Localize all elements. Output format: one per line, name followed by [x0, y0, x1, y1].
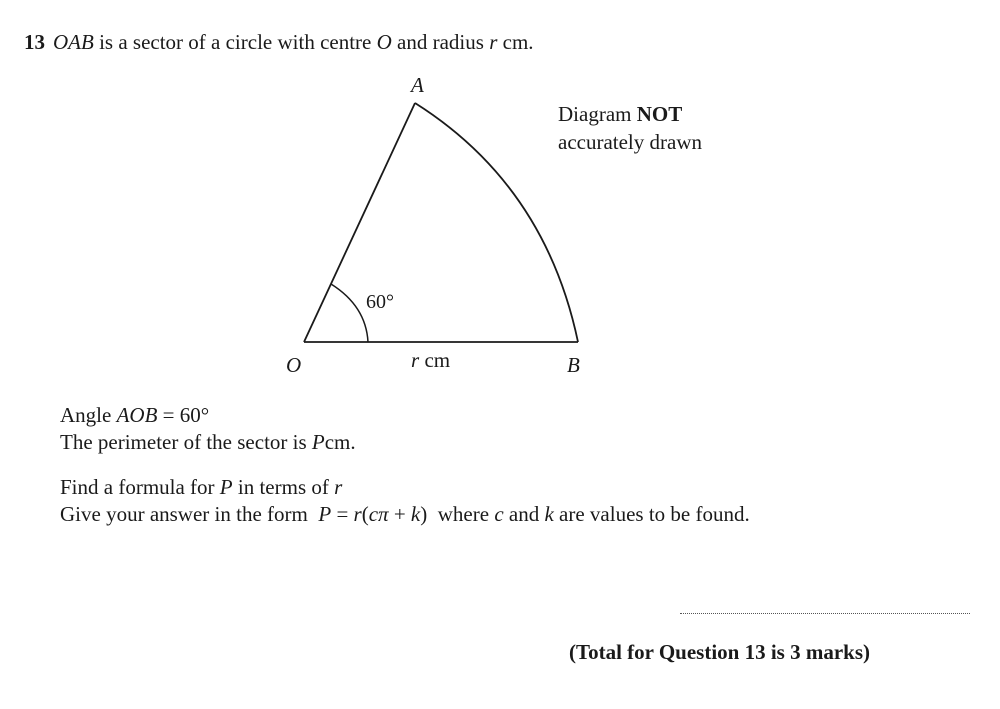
task-text	[60, 474, 750, 528]
given-angle: Angle AOB = 60°	[60, 403, 210, 427]
question-number: 13	[24, 30, 45, 54]
angle-label: 60°	[366, 291, 394, 313]
angle-arc	[331, 284, 368, 342]
label-B: B	[567, 353, 580, 377]
note-line-2: accurately drawn	[558, 130, 702, 154]
radius-OA	[304, 103, 415, 342]
diagram-note	[558, 100, 702, 156]
note-line-1: Diagram NOT	[558, 102, 683, 126]
task-line-2: Give your answer in the form P = r(cπ + k) where c and k are values to be found.	[60, 502, 750, 526]
label-A: A	[411, 73, 424, 97]
radius-label: r cm	[411, 348, 451, 372]
total-marks: (Total for Question 13 is 3 marks)	[569, 640, 871, 664]
task-line-1: Find a formula for P in terms of r	[60, 475, 343, 499]
label-O: O	[286, 353, 302, 377]
arc-AB	[415, 103, 578, 342]
given-perimeter: The perimeter of the sector is Pcm.	[60, 430, 356, 454]
given-info	[60, 402, 356, 456]
stem-text: OAB is a sector of a circle with centre O and radius r cm.	[53, 30, 534, 54]
answer-line[interactable]	[680, 613, 970, 614]
